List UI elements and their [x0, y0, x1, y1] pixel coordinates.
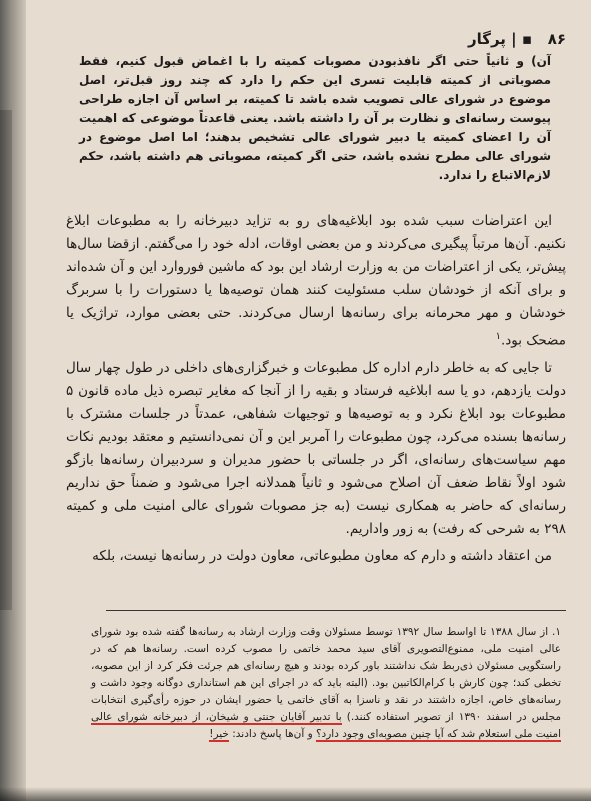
quoted-paragraph: آن) و ثانیاً حتی اگر نافذبودن مصوبات کمیته را با اغماض قبول کنیم، فقط مصوباتی از کمیته قابلیت تسری این حکم را دارد که چند روز قبل‌تر، اصل موضوع در شورای عالی تصویب شده باشد تا کمیته، بر اساس آن اجازه طراحی پیوست رسانه‌ای و نظارت بر آن را داشته باشد. یعنی قاعدتاً موضوعی که اهمیت آن را اعضای کمیته یا دبیر شورای عالی تشخیص بدهند؛ اما اصل موضوع در شورای عالی مطرح نشده باشد، حتی اگر کمیته، مصوباتی هم داشته باشد، حکم لازم‌الاتباع را ندارد. [79, 54, 551, 182]
footnote-answer-prefix: و آن‌ها پاسخ دادند: [228, 728, 316, 740]
body-paragraph-3: من اعتقاد داشته و دارم که معاون مطبوعاتی، معاون دولت در رسانه‌ها نیست، بلکه [92, 547, 552, 564]
footnote [91, 624, 561, 743]
footnote-divider [106, 610, 566, 611]
quoted-block [79, 52, 551, 185]
page-edge-shadow [0, 110, 12, 610]
body-paragraph-1 [66, 210, 566, 353]
footnote-paragraph [91, 624, 561, 743]
highlighted-sentence: با تدبیر آقایان جنتی و شیخان، از دبیرخانه شورای عالی امنیت ملی استعلام شد که آیا چنین مصوبه‌ای وجود دارد؟ [91, 711, 561, 740]
body-paragraph-1-text: این اعتراضات سبب شده بود ابلاغیه‌های رو به تزاید دبیرخانه را به مطبوعات ابلاغ نکنیم. آن‌ها مرتباً پیگیری می‌کردند و من بعضی اوقات، ادله خود را می‌گفتم. ازقضا سال‌ها پیش‌تر، یکی از اعتراضات من به وزارت ارشاد این بود که ماشین فوروارد این و آن شده‌اند و برای آنکه از خودشان سلب مسئولیت کنند همان توصیه‌ها یا دستورات را با سربرگ خودشان و مهر محرمانه برای رسانه‌ها ارسال می‌کردند. حتی بعضی موارد، تراژیک یا مضحک بود. [66, 213, 566, 349]
running-title: ▪ | پرگار [467, 30, 532, 48]
footnote-text: ۱. از سال ۱۳۸۸ تا اواسط سال ۱۳۹۲ توسط مسئولان وقت وزارت ارشاد به رسانه‌ها گفته شده بود شورای عالی امنیت ملی، ممنوع‌التصویری آقای سید محمد خاتمی را مصوب کرده است. رسانه‌ها هم که در راستگویی مسئولان ذی‌ربط شک نداشتند باور کرده بودند و هیچ رسانه‌ای هم جرئت فکر کرد از این مصوبه، تخطی کند؛ چون کارش با کرام‌الکاتبین بود. (البته باید که در اجرای این هم استانداری دوگانه وجود داشت و رسانه‌های خاص، اجازه داشتند در نقد و ناسزا به آقای خاتمی یا حضور ایشان در حوزه رأی‌گیری انتخابات مجلس در اسفند ۱۳۹۰ از تصویر استفاده کنند.) [91, 626, 561, 723]
highlighted-answer: خیر! [209, 728, 229, 740]
page-number: ۸۶ [547, 30, 566, 48]
page-header [26, 30, 566, 52]
body-text [66, 210, 566, 572]
body-paragraph-2: تا جایی که به خاطر دارم اداره کل مطبوعات و خبرگزاری‌های داخلی در طول چهار سال دولت یازدهم، دو یا سه ابلاغیه فرستاد و بقیه را از آنجا که مغایر تبصره ذیل ماده قانون ۵ مطبوعات بود ابلاغ نکرد و به توصیه‌ها و توجیهات شفاهی، عمدتاً در جلسات مشترک با رسانه‌ها بسنده می‌کرد، چون مطبوعات را آمربر این و آن نمی‌دانستیم و معتقد بودیم نکات مهم سیاست‌های رسانه‌ای، اگر در جلساتی با حضور مدیران و سردبیران رسانه‌ها بازگو شود اولاً نقاط ضعف آن اصلاح می‌شود و ثانیاً همدلانه اجرا می‌شود و ضمناً حق نداریم رسانه‌ای که حاضر به همکاری نیست (به جز مصوبات شورای عالی امنیت ملی و کمیته ۲۹۸ به شرحی که رفت) به زور واداریم. [66, 359, 566, 537]
footnote-marker: ۱ [495, 331, 501, 342]
bottom-shadow [0, 787, 591, 801]
